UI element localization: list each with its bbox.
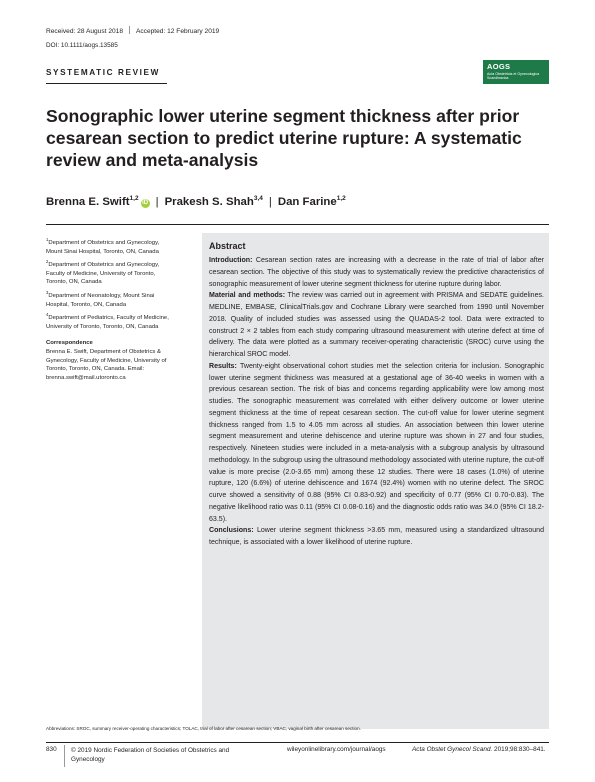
abstract-section-label: Introduction: [209,257,253,264]
abstract-section-label: Results: [209,362,237,370]
section-rule [46,83,167,84]
abbreviations: Abbreviations: SROC, summary receiver-operating characteristics; TOLAC, trial of labor after cesarean section; VBAC, vaginal birth after cesarean section. [46,726,361,731]
abstract-section-label: Material and methods: [209,292,286,300]
citation-volume: 2019;98:830–841. [492,746,546,753]
received-date: Received: 28 August 2018 [46,28,123,35]
author-affiliation-marker: 3,4 [253,195,263,202]
abstract-body [209,255,544,549]
author-affiliation-marker: 1,2 [129,195,139,202]
abstract-introduction [209,255,544,290]
author-list [46,195,346,208]
affiliation-item [46,236,176,256]
journal-logo-name: AOGS [487,62,511,71]
affiliation-marker: 3 [46,289,49,295]
author-name[interactable]: Brenna E. Swift [46,196,130,208]
author-separator: | [155,196,159,208]
author-separator: | [268,196,272,208]
journal-logo[interactable] [483,60,549,84]
abstract-section-text: Lower uterine segment thickness >3.65 mm, measured using a standardized ultrasound technique, is associated with a lower likelihood of uterine rupture. [209,527,544,546]
affiliation-item [46,289,176,309]
affiliation-text: Department of Pediatrics, Faculty of Medicine, University of Toronto, Toronto, ON, Canada [46,315,169,330]
affiliation-marker: 2 [46,259,49,265]
abstract-heading: Abstract [209,241,246,251]
authors-rule [46,224,549,225]
affiliation-text: Department of Obstetrics and Gynecology, Faculty of Medicine, University of Toronto, Toronto, ON, Canada [46,262,160,286]
abstract-section-text: Cesarean section rates are increasing with a decrease in the rate of trial of labor after cesarean section. The objective of this study was to systematically review the predictive characteristics of sonographic measurement of lower uterine segment thickness for uterine rupture during labor. [209,257,544,288]
abstract-section-text: The review was carried out in agreement with PRISMA and SEDATE guidelines. MEDLINE, EMBASE, ClinicalTrials.gov and Cochrane Library were searched from 1990 until November 2018. Quality of included studies was assessed using the QUADAS-2 tool. Data were extracted to construct 2 × 2 tables from each study comparing ultrasound measurement with uterine defect at time of delivery. The data were plotted as a summary receiver-operating characteristic (SROC) curve using the hierarchical SROC model. [209,292,544,358]
affiliation-marker: 1 [46,237,49,242]
citation [412,746,546,753]
citation-journal: Acta Obstet Gynecol Scand. [412,746,493,753]
section-label: SYSTEMATIC REVIEW [46,68,160,77]
orcid-icon[interactable]: iD [142,200,149,206]
author-name[interactable]: Prakesh S. Shah [164,196,254,208]
article-dates [46,26,219,35]
abstract-methods [209,290,544,361]
journal-logo-subtitle: Acta Obstetricia et Gynecologica Scandinavica [487,72,540,80]
correspondence-text: Brenna E. Swift, Department of Obstetrics & Gynecology, Faculty of Medicine, University of Toronto, Toronto, ON, Canada. Email: brenna.swift@mail.utoronto.ca [46,348,167,381]
affiliations [46,236,176,382]
journal-url[interactable]: wileyonlinelibrary.com/journal/aogs [287,746,386,753]
article-title: Sonographic lower uterine segment thickness after prior cesarean section to predict uterine rupture: A systematic review and meta-analysis [46,106,522,170]
accepted-date: Accepted: 12 February 2019 [135,28,220,35]
abstract-results [209,361,544,526]
copyright: © 2019 Nordic Federation of Societies of Obstetrics and Gynecology [71,747,230,763]
date-separator [129,26,130,34]
abstract-section-text: Twenty-eight observational cohort studies met the selection criteria for inclusion. Sonographic lower uterine segment thickness was measured at a gestational age of 36-40 weeks in women with a previous cesarean section. The risk of bias and concerns regarding applicability were low among most studies. The sonographic measurement was correlated with either delivery outcome or lower uterine segment thickness at the time of repeat cesarean section. The cut-off value for lower uterine segment thickness ranged from 1.5 to 4.05 mm across all studies. An association between thin lower uterine segment measurement and uterine dehiscence and uterine rupture was shown in 27 and four studies, respectively. Nineteen studies were included in a meta-analysis with a subgroup analysis by ultrasound methodology. In the subgroup using the ultrasound methodology associated with uterine rupture, the cut-off value is more precise (2.0-3.65 mm) among these 12 studies. There were 18 cases (1.0%) of uterine rupture, 120 (6.6%) of uterine dehiscence and 1674 (92.4%) women with no uterine defect. The SROC curve showed a sensitivity of 0.88 (95% CI 0.83-0.92) and specificity of 0.77 (95% CI 0.70-0.83). The negative likelihood ratio was 0.11 (95% CI 0.08-0.16) and the diagnostic odds ratio was 34.0 (95% CI 18.2-63.5). [209,362,544,523]
affiliation-text: Department of Neonatology, Mount Sinai Hospital, Toronto, ON, Canada [46,292,155,308]
affiliation-item [46,258,176,287]
correspondence-heading: Correspondence [46,340,93,347]
affiliation-text: Department of Obstetrics and Gynecology, Mount Sinai Hospital, Toronto, ON, Canada [46,240,160,255]
doi[interactable]: DOI: 10.1111/aogs.13585 [46,42,118,49]
author-name[interactable]: Dan Farine [277,196,337,208]
abstract-section-label: Conclusions: [209,527,254,535]
page-number: 830 [46,746,57,753]
affiliation-marker: 4 [46,312,49,318]
author-affiliation-marker: 1,2 [336,195,346,202]
affiliation-item [46,311,176,331]
abstract-conclusions [209,525,544,549]
footer-separator [64,745,65,767]
footer-rule [46,742,549,743]
